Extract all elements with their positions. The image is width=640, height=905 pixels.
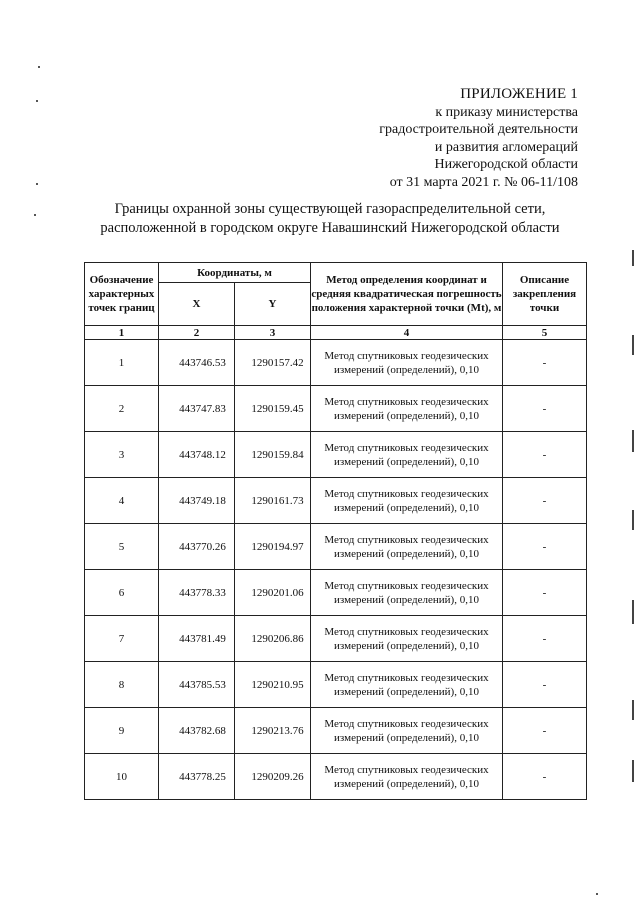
table-row xyxy=(85,662,587,708)
description-cell: - xyxy=(503,524,587,570)
appendix-header xyxy=(379,86,578,192)
header-description: Описание закрепления точки xyxy=(503,263,587,326)
description-cell: - xyxy=(503,478,587,524)
header-line: Нижегородской области xyxy=(434,157,578,173)
scan-edge-mark xyxy=(632,760,634,782)
table-row xyxy=(85,524,587,570)
header-y: Y xyxy=(235,283,311,326)
point-cell: 7 xyxy=(85,616,159,662)
scan-edge-mark xyxy=(632,250,634,266)
description-cell: - xyxy=(503,708,587,754)
method-cell: Метод спутниковых геодезических измерений (определений), 0,10 xyxy=(311,754,503,800)
y-coordinate-cell: 1290201.06 xyxy=(235,570,311,616)
x-coordinate-cell: 443748.12 xyxy=(159,432,235,478)
x-coordinate-cell: 443746.53 xyxy=(159,340,235,386)
point-cell: 9 xyxy=(85,708,159,754)
table-row xyxy=(85,708,587,754)
column-number: 5 xyxy=(503,326,587,340)
x-coordinate-cell: 443778.33 xyxy=(159,570,235,616)
description-cell: - xyxy=(503,616,587,662)
header-method: Метод определения координат и средняя квадратическая погрешность положения характерной точки (Mt), м xyxy=(311,263,503,326)
description-cell: - xyxy=(503,570,587,616)
header-x: X xyxy=(159,283,235,326)
scan-edge-mark xyxy=(632,510,634,530)
point-cell: 4 xyxy=(85,478,159,524)
column-number: 3 xyxy=(235,326,311,340)
x-coordinate-cell: 443782.68 xyxy=(159,708,235,754)
description-cell: - xyxy=(503,432,587,478)
header-line: градостроительной деятельности xyxy=(379,122,578,138)
table-row xyxy=(85,340,587,386)
table-row xyxy=(85,432,587,478)
x-coordinate-cell: 443778.25 xyxy=(159,754,235,800)
y-coordinate-cell: 1290157.42 xyxy=(235,340,311,386)
point-cell: 3 xyxy=(85,432,159,478)
scan-speck xyxy=(36,183,38,185)
column-number: 4 xyxy=(311,326,503,340)
point-cell: 6 xyxy=(85,570,159,616)
table-row xyxy=(85,616,587,662)
y-coordinate-cell: 1290161.73 xyxy=(235,478,311,524)
header-line: от 31 марта 2021 г. № 06-11/108 xyxy=(389,174,578,190)
header-line: и развития агломераций xyxy=(434,139,578,155)
method-cell: Метод спутниковых геодезических измерений (определений), 0,10 xyxy=(311,386,503,432)
column-number: 1 xyxy=(85,326,159,340)
method-cell: Метод спутниковых геодезических измерений (определений), 0,10 xyxy=(311,570,503,616)
y-coordinate-cell: 1290159.84 xyxy=(235,432,311,478)
scan-speck xyxy=(34,214,36,216)
x-coordinate-cell: 443770.26 xyxy=(159,524,235,570)
table-row xyxy=(85,754,587,800)
x-coordinate-cell: 443781.49 xyxy=(159,616,235,662)
y-coordinate-cell: 1290206.86 xyxy=(235,616,311,662)
appendix-title: ПРИЛОЖЕНИЕ 1 xyxy=(460,86,578,102)
header-designation: Обозначение характерных точек границ xyxy=(85,263,159,326)
description-cell: - xyxy=(503,386,587,432)
description-cell: - xyxy=(503,754,587,800)
scan-edge-mark xyxy=(632,430,634,452)
method-cell: Метод спутниковых геодезических измерений (определений), 0,10 xyxy=(311,616,503,662)
scan-edge-mark xyxy=(632,600,634,624)
method-cell: Метод спутниковых геодезических измерений (определений), 0,10 xyxy=(311,708,503,754)
point-cell: 5 xyxy=(85,524,159,570)
y-coordinate-cell: 1290159.45 xyxy=(235,386,311,432)
table-row xyxy=(85,386,587,432)
header-line: к приказу министерства xyxy=(435,104,578,120)
y-coordinate-cell: 1290213.76 xyxy=(235,708,311,754)
scan-speck xyxy=(596,893,598,895)
scan-edge-mark xyxy=(632,700,634,720)
scan-edge-mark xyxy=(632,335,634,355)
point-cell: 8 xyxy=(85,662,159,708)
point-cell: 2 xyxy=(85,386,159,432)
header-coordinates: Координаты, м xyxy=(159,263,311,283)
description-cell: - xyxy=(503,662,587,708)
coordinates-table xyxy=(84,262,587,800)
x-coordinate-cell: 443749.18 xyxy=(159,478,235,524)
y-coordinate-cell: 1290210.95 xyxy=(235,662,311,708)
point-cell: 10 xyxy=(85,754,159,800)
point-cell: 1 xyxy=(85,340,159,386)
document-title xyxy=(60,200,600,238)
method-cell: Метод спутниковых геодезических измерений (определений), 0,10 xyxy=(311,524,503,570)
document-title-line-1: Границы охранной зоны существующей газораспределительной сети, xyxy=(114,201,546,217)
x-coordinate-cell: 443785.53 xyxy=(159,662,235,708)
x-coordinate-cell: 443747.83 xyxy=(159,386,235,432)
scan-speck xyxy=(36,100,38,102)
table-row xyxy=(85,478,587,524)
document-title-line-2: расположенной в городском округе Навашинский Нижегородской области xyxy=(100,220,560,236)
y-coordinate-cell: 1290209.26 xyxy=(235,754,311,800)
table-row xyxy=(85,570,587,616)
description-cell: - xyxy=(503,340,587,386)
scan-speck xyxy=(38,66,40,68)
column-number: 2 xyxy=(159,326,235,340)
method-cell: Метод спутниковых геодезических измерений (определений), 0,10 xyxy=(311,340,503,386)
method-cell: Метод спутниковых геодезических измерений (определений), 0,10 xyxy=(311,432,503,478)
y-coordinate-cell: 1290194.97 xyxy=(235,524,311,570)
method-cell: Метод спутниковых геодезических измерений (определений), 0,10 xyxy=(311,662,503,708)
method-cell: Метод спутниковых геодезических измерений (определений), 0,10 xyxy=(311,478,503,524)
